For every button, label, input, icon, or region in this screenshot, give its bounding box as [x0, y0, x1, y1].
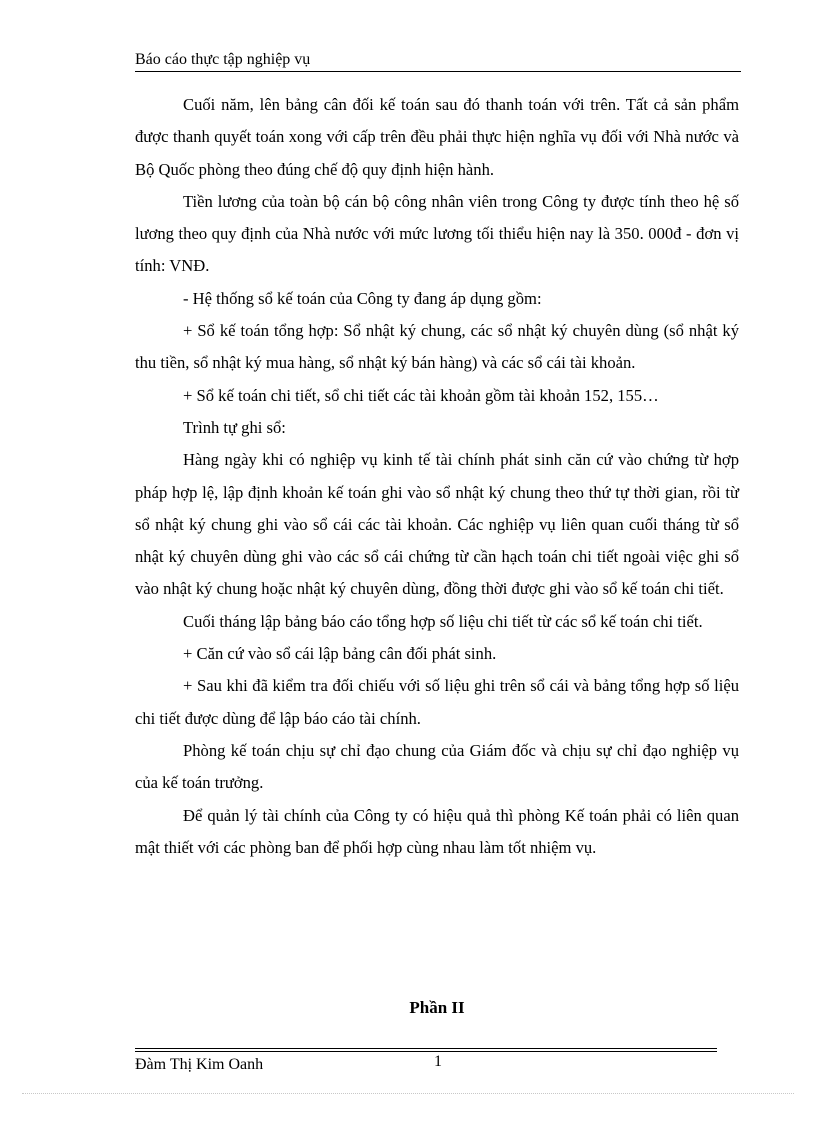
- paragraph-12: Để quản lý tài chính của Công ty có hiệu quả thì phòng Kế toán phải có liên quan mật thiết với các phòng ban để phối hợp cùng nhau làm tốt nhiệm vụ.: [135, 805, 739, 857]
- footer-divider-secondary: [135, 1051, 717, 1052]
- footer-author: Đàm Thị Kim Oanh: [135, 1056, 264, 1073]
- paragraph-3: - Hệ thống sổ kế toán của Công ty đang áp dụng gồm:: [183, 288, 542, 308]
- page-bottom-edge: [22, 1093, 794, 1094]
- paragraph-11: Phòng kế toán chịu sự chỉ đạo chung của Giám đốc và chịu sự chỉ đạo nghiệp vụ của kế toán trưởng.: [135, 740, 739, 793]
- header-title: Báo cáo thực tập nghiệp vụ: [135, 51, 311, 68]
- section-title: Phần II: [409, 998, 465, 1017]
- paragraph-6: Trình tự ghi sổ:: [183, 417, 286, 437]
- paragraph-7: Hàng ngày khi có nghiệp vụ kinh tế tài chính phát sinh căn cứ vào chứng từ hợp pháp hợp lệ, lập định khoản kế toán ghi vào sổ nhật ký chung theo thứ tự thời gian, rồi từ sổ nhật ký chung ghi vào sổ cái các tài khoản. Các nghiệp vụ liên quan cuối tháng từ sổ nhật ký chuyên dùng ghi vào các sổ cái chứng từ cần hạch toán chi tiết ngoài việc ghi sổ vào nhật ký chung hoặc nhật ký chuyên dùng, đồng thời được ghi vào sổ kế toán chi tiết.: [135, 450, 739, 599]
- paragraph-8: Cuối tháng lập bảng báo cáo tổng hợp số liệu chi tiết từ các sổ kế toán chi tiết.: [183, 611, 703, 631]
- paragraph-4: + Sổ kế toán tổng hợp: Sổ nhật ký chung, các sổ nhật ký chuyên dùng (sổ nhật ký thu tiền, sổ nhật ký mua hàng, sổ nhật ký bán hàng) và các sổ cái tài khoản.: [135, 321, 739, 373]
- paragraph-2: Tiền lương của toàn bộ cán bộ công nhân viên trong Công ty được tính theo hệ số lương theo quy định của Nhà nước với mức lương tối thiểu hiện nay là 350. 000đ - đơn vị tính: VNĐ.: [135, 191, 739, 276]
- footer-divider: [135, 1048, 717, 1049]
- paragraph-1: Cuối năm, lên bảng cân đối kế toán sau đó thanh toán với trên. Tất cả sản phẩm được thanh quyết toán xong với cấp trên đều phải thực hiện nghĩa vụ đối với Nhà nước và Bộ Quốc phòng theo đúng chế độ quy định hiện hành.: [135, 95, 739, 179]
- page-number: 1: [434, 1053, 442, 1070]
- paragraph-9: + Căn cứ vào sổ cái lập bảng cân đối phát sinh.: [183, 644, 497, 664]
- paragraph-5: + Sổ kế toán chi tiết, sổ chi tiết các tài khoản gồm tài khoản 152, 155…: [183, 385, 659, 405]
- paragraph-10: + Sau khi đã kiểm tra đối chiếu với số liệu ghi trên sổ cái và bảng tổng hợp số liệu chi tiết được dùng để lập báo cáo tài chính.: [135, 676, 739, 728]
- body-text: [135, 89, 739, 864]
- page-header: [135, 50, 741, 72]
